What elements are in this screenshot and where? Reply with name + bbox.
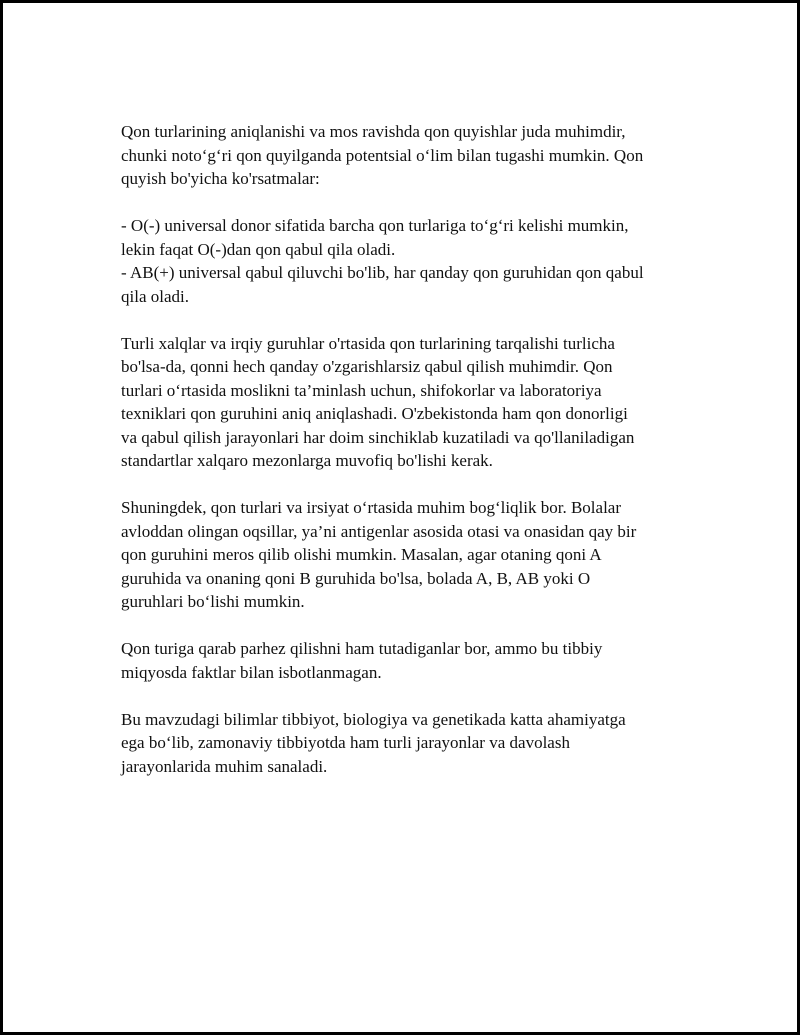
- paragraph-heredity: [121, 496, 691, 614]
- text-line: qila oladi.: [121, 286, 189, 306]
- text-line: turlari o‘rtasida moslikni ta’minlash uchun, shifokorlar va laboratoriya: [121, 380, 602, 400]
- text-line: ega bo‘lib, zamonaviy tibbiyotda ham turli jarayonlar va davolash: [121, 733, 570, 752]
- text-line: guruhida va onaning qoni B guruhida bo'lsa, bolada A, B, AB yoki O: [121, 568, 591, 588]
- text-line: Qon turiga qarab parhez qilishni ham tutadiganlar bor, ammo bu tibbiy: [121, 639, 603, 658]
- text-line: miqyosda faktlar bilan isbotlanmagan.: [121, 662, 382, 682]
- text-line: avloddan olingan oqsillar, ya’ni antigenlar asosida otasi va onasidan qay bir: [121, 521, 637, 541]
- text-line: chunki noto‘g‘ri qon quyilganda potentsial o‘lim bilan tugashi mumkin. Qon: [121, 145, 644, 165]
- text-line: va qabul qilish jarayonlari har doim sinchiklab kuzatiladi va qo'llaniladigan: [121, 427, 635, 447]
- text-line: Shuningdek, qon turlari va irsiyat o‘rtasida muhim bog‘liqlik bor. Bolalar: [121, 498, 622, 517]
- text-line: lekin faqat O(-)dan qon qabul qila oladi.: [121, 239, 396, 259]
- paragraph-distribution: [121, 332, 691, 473]
- paragraph-conclusion: [121, 708, 691, 779]
- paragraph-diet: [121, 637, 691, 684]
- paragraph-intro: [121, 120, 691, 191]
- document-body: [121, 120, 691, 802]
- text-line: Bu mavzudagi bilimlar tibbiyot, biologiya va genetikada katta ahamiyatga: [121, 709, 626, 729]
- text-line: - AB(+) universal qabul qiluvchi bo'lib, har qanday qon guruhidan qon qabul: [121, 263, 644, 282]
- text-line: - O(-) universal donor sifatida barcha qon turlariga to‘g‘ri kelishi mumkin,: [121, 216, 629, 235]
- text-line: guruhlari bo‘lishi mumkin.: [121, 592, 305, 611]
- text-line: quyish bo'yicha ko'rsatmalar:: [121, 169, 320, 188]
- text-line: qon guruhini meros qilib olishi mumkin. Masalan, agar otaning qoni A: [121, 545, 602, 564]
- text-line: texniklari qon guruhini aniq aniqlashadi. O'zbekistonda ham qon donorligi: [121, 404, 628, 423]
- text-line: jarayonlarida muhim sanaladi.: [121, 756, 328, 776]
- text-line: Turli xalqlar va irqiy guruhlar o'rtasida qon turlarining tarqalishi turlicha: [121, 333, 615, 353]
- paragraph-guidelines: [121, 214, 691, 308]
- text-line: bo'lsa-da, qonni hech qanday o'zgarishlarsiz qabul qilish muhimdir. Qon: [121, 357, 613, 376]
- text-line: Qon turlarining aniqlanishi va mos ravishda qon quyishlar juda muhimdir,: [121, 122, 626, 141]
- text-line: standartlar xalqaro mezonlarga muvofiq bo'lishi kerak.: [121, 451, 493, 470]
